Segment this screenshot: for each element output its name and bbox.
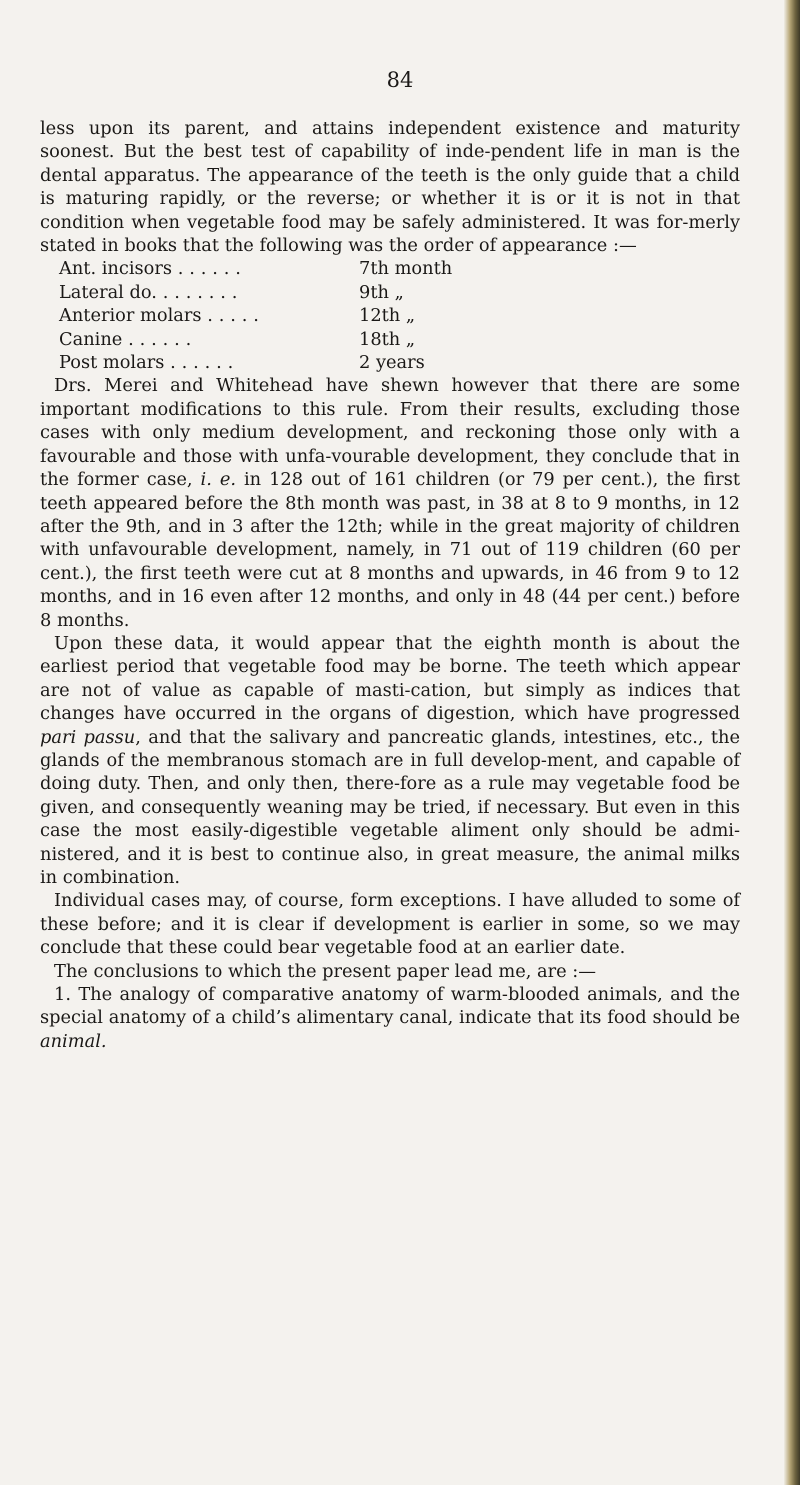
eruption-age: 12th „ xyxy=(359,305,416,327)
tooth-name: Lateral do. xyxy=(59,281,157,303)
teeth-eruption-table xyxy=(59,257,659,374)
page-body xyxy=(40,117,740,1053)
eruption-age: 9th „ xyxy=(359,281,404,303)
paragraph-dental-test: less upon its parent, and attains independent existence and maturity soonest. But the best test of capability of inde-pendent life in man is the dental apparatus. The appearance of the teeth is the only guide that a child is maturing rapidly, or the reverse; or whether it is or it is not in that condition when vegetable food may be safely administered. It was for-merly stated in books that the following was the order of appearance :— xyxy=(40,118,740,257)
paragraph-text: Upon these data, it would appear that the eighth month is about the earliest period that vegetable food may be borne. The teeth which appear are not of value as capable of masti-cation, but simply as indices that changes have occurred in the organs of digestion, which have progressed xyxy=(40,632,740,725)
paragraph-eighth-month xyxy=(40,632,740,889)
leader-dots: . . . . . . xyxy=(171,258,242,280)
table-row xyxy=(59,351,659,374)
table-row xyxy=(59,304,659,327)
table-row xyxy=(59,281,659,304)
paragraph-conclusion-1 xyxy=(40,983,740,1053)
tooth-name: Ant. incisors xyxy=(59,258,172,280)
eruption-age: 18th „ xyxy=(359,328,416,350)
italic-pari-passu: pari passu xyxy=(40,726,136,748)
italic-ie: i. e. xyxy=(200,469,237,491)
leader-dots: . . . . . . . xyxy=(156,281,238,303)
page-binding-edge xyxy=(784,0,800,1485)
paragraph-individual-cases: Individual cases may, of course, form exceptions. I have alluded to some of these before; and it is clear if development is earlier in some, so we may conclude that these could bear vegetable food at an earlier date. xyxy=(40,890,740,959)
eruption-age: 7th month xyxy=(359,258,453,280)
page-number: 84 xyxy=(386,68,414,92)
tooth-name: Post molars xyxy=(59,352,165,374)
paragraph-conclusions-intro: The conclusions to which the present paper lead me, are :— xyxy=(54,960,597,982)
table-row xyxy=(59,257,659,280)
table-row xyxy=(59,328,659,351)
leader-dots: . . . . . xyxy=(201,305,260,327)
paragraph-merei-whitehead xyxy=(40,374,740,631)
eruption-age: 2 years xyxy=(359,352,425,374)
paragraph-text: , and that the salivary and pancreatic glands, intestines, etc., the glands of the membranous stomach are in full develop-ment, and capable of doing duty. Then, and only then, there-fore as a rule may vegetable food be given, and consequently weaning may be tried, if necessary. But even in this case the most easily-digestible vegetable aliment only should be admi-nistered, and it is best to continue also, in great measure, the animal milks in combination. xyxy=(40,726,740,888)
paragraph-text: 1. The analogy of comparative anatomy of warm-blooded animals, and the special anatomy of a child’s alimentary canal, indicate that its food should be xyxy=(40,984,740,1029)
paragraph-text: Drs. Merei and Whitehead have shewn however that there are some important modifications to this rule. From their results, excluding those cases with only medium development, and reckoning those only with a favourable and those with unfa-vourable development, they conclude that in the former case, xyxy=(40,375,740,491)
leader-dots: . . . . . . xyxy=(122,328,192,350)
italic-animal: animal. xyxy=(40,1030,107,1052)
tooth-name: Anterior molars xyxy=(59,305,202,327)
tooth-name: Canine xyxy=(59,328,123,350)
paragraph-text: in 128 out of 161 children (or 79 per cent.), the first teeth appeared before the 8th month was past, in 38 at 8 to 9 months, in 12 after the 9th, and in 3 after the 12th; while in the great majority of children with unfavourable development, namely, in 71 out of 119 children (60 per cent.), the first teeth were cut at 8 months and upwards, in 46 from 9 to 12 months, and in 16 even after 12 months, and only in 48 (44 per cent.) before 8 months. xyxy=(40,469,741,631)
leader-dots: . . . . . . xyxy=(164,352,234,374)
